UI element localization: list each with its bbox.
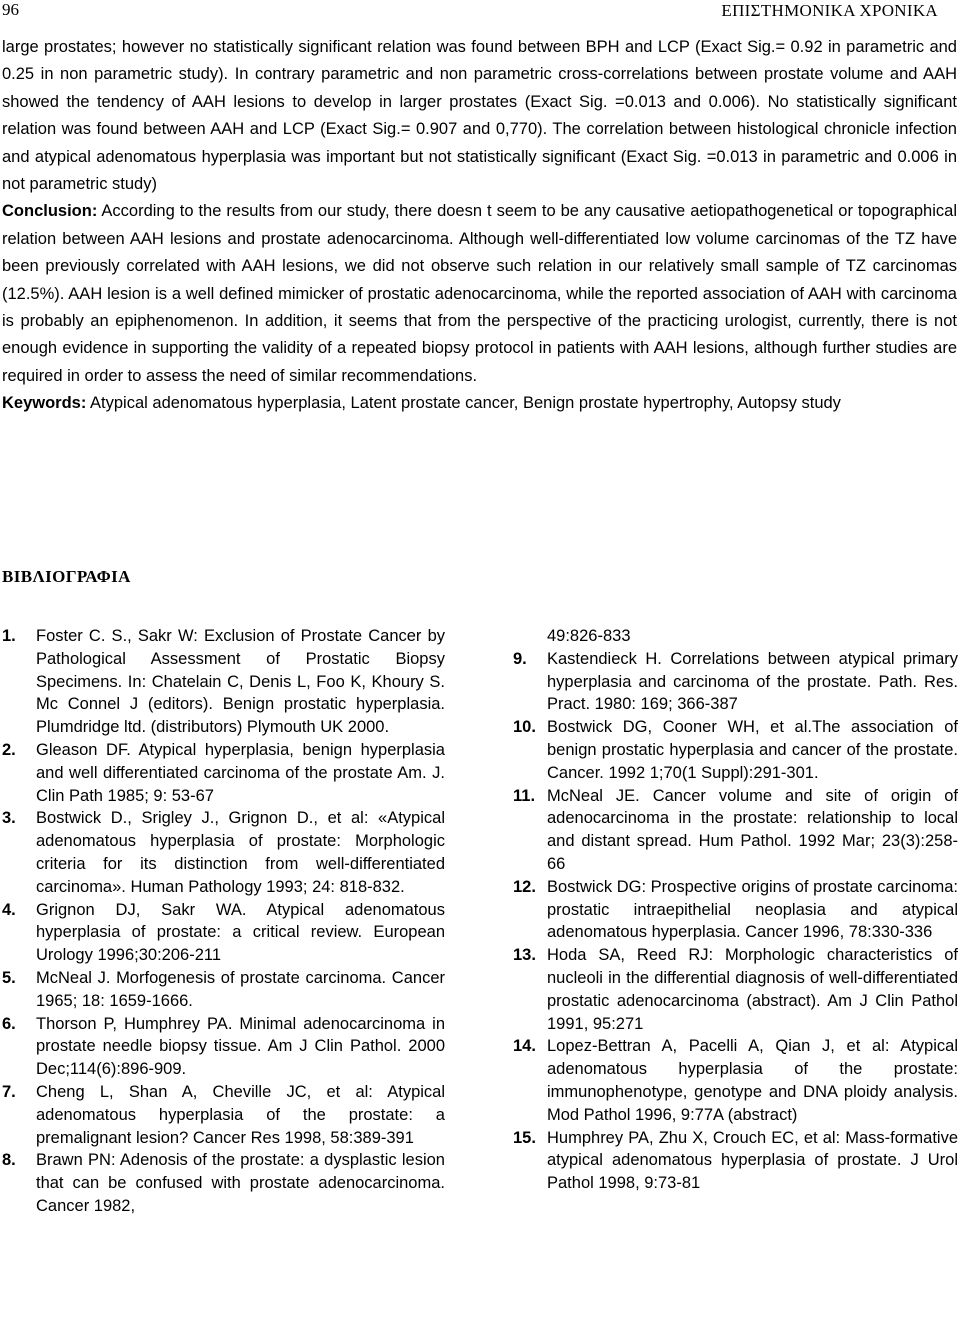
reference-number: 14.	[513, 1037, 536, 1056]
reference-item	[2, 625, 445, 739]
reference-item	[513, 1035, 958, 1126]
reference-text: Kastendieck H. Correlations between atypical primary hyperplasia and carcinoma of the prostate. Path. Res. Pract. 1980: 169; 366-387	[547, 649, 958, 714]
reference-item	[2, 1013, 445, 1081]
reference-number: 2.	[2, 740, 16, 759]
reference-text: Humphrey PA, Zhu X, Crouch EC, et al: Mass-formative atypical adenomatous hyperplasia of prostate. J Urol Pathol 1998, 9:73-81	[547, 1128, 958, 1193]
reference-text: Bostwick D., Srigley J., Grignon D., et al: «Atypical adenomatous hyperplasia of prostate: Morphologic criteria for its distinction from well-differentiated carcinoma». Human Pathology 1993; 24: 818-832.	[36, 809, 445, 896]
reference-text: Bostwick DG, Cooner WH, et al.The association of benign prostatic hyperplasia and cancer of the prostate. Cancer. 1992 1;70(1 Suppl):291-301.	[547, 718, 958, 782]
page-header	[0, 0, 960, 24]
reference-item	[2, 807, 445, 898]
reference-number: 4.	[2, 900, 16, 919]
reference-item	[2, 1149, 445, 1217]
reference-text: Thorson P, Humphrey PA. Minimal adenocarcinoma in prostate needle biopsy tissue. Am J Clin Pathol. 2000 Dec;114(6):896-909.	[36, 1014, 445, 1079]
references-right-column	[513, 625, 958, 1195]
reference-number: 7.	[2, 1082, 16, 1101]
reference-text: Gleason DF. Atypical hyperplasia, benign hyperplasia and well differentiated carcinoma of the prostate Am. J. Clin Path 1985; 9: 53-67	[36, 740, 445, 805]
conclusion-label: Conclusion:	[2, 202, 98, 221]
reference-item	[513, 648, 958, 716]
reference-item	[513, 876, 958, 944]
reference-number: 13.	[513, 946, 536, 965]
reference-text: Brawn PN: Adenosis of the prostate: a dysplastic lesion that can be confused with prostate adenocarcinoma. Cancer 1982,	[36, 1151, 445, 1215]
references-heading: ΒΙΒΛΙΟΓΡΑΦΙΑ	[2, 567, 131, 586]
reference-item	[2, 899, 445, 967]
reference-text: Foster C. S., Sakr W: Exclusion of Prostate Cancer by Pathological Assessment of Prostatic Biopsy Specimens. In: Chatelain C, Denis L, Foo K, Khoury S. Mc Connel J (editors). Benign prostatic hyperplasia. Plumdridge ltd. (distributors) Plymouth UK 2000.	[36, 627, 445, 737]
reference-item	[513, 944, 958, 1035]
reference-number: 8.	[2, 1151, 16, 1170]
references-left-column	[2, 625, 445, 1218]
reference-text: McNeal JE. Cancer volume and site of origin of adenocarcinoma in the prostate: relationship to local and distant spread. Hum Pathol. 1992 Mar; 23(3):258-66	[547, 786, 958, 873]
reference-item	[513, 716, 958, 784]
reference-text: 49:826-833	[547, 627, 631, 645]
reference-item	[2, 1081, 445, 1149]
conclusion-text: According to the results from our study, there doesn t seem to be any causative aetiopathogenetical or topographical relation between AAH lesions and prostate adenocarcinoma. Although well-differentiated low volume carcinomas of the TZ have been previously correlated with AAH lesions, we did not observe such relation in our relatively small sample of TZ carcinomas (12.5%). AAH lesion is a well defined mimicker of prostatic adenocarcinoma, while the reported association of AAH with carcinoma is probably an epiphenomenon. In addition, it seems that from the perspective of the practicing urologist, currently, there is not enough evidence in supporting the validity of a repeated biopsy protocol in patients with AAH lesions, although further studies are required in order to assess the need of similar recommendations.	[2, 202, 957, 385]
journal-title: ΕΠΙΣΤΗΜΟΝΙΚΑ ΧΡΟΝΙΚΑ	[721, 1, 938, 20]
reference-text: Lopez-Bettran A, Pacelli A, Qian J, et al: Atypical adenomatous hyperplasia of the prostate: immunophenotype, genotype and DNA ploidy analysis. Mod Pathol 1996, 9:77A (abstract)	[547, 1037, 958, 1124]
results-text: large prostates; however no statistically significant relation was found between BPH and LCP (Exact Sig.= 0.92 in parametric and 0.25 in non parametric study). In contrary parametric and non parametric cross-correlations between prostate volume and AAH showed the tendency of AAH lesions to develop in larger prostates (Exact Sig. =0.013 and 0.006). No statistically significant relation was found between AAH and LCP (Exact Sig.= 0.907 and 0,770). The correlation between histological chronicle infection and atypical adenomatous hyperplasia was important but not statistically significant (Exact Sig. =0.013 in parametric and 0.006 in not parametric study)	[2, 38, 957, 194]
keywords-paragraph	[2, 390, 957, 417]
reference-text: Hoda SA, Reed RJ: Morphologic characteristics of nucleoli in the differential diagnosis of well-differentiated prostatic adenocarcinoma (abstract). Am J Clin Pathol 1991, 95:271	[547, 946, 958, 1033]
keywords-text: Atypical adenomatous hyperplasia, Latent prostate cancer, Benign prostate hypertrophy, Autopsy study	[86, 394, 841, 413]
reference-number: 12.	[513, 877, 536, 896]
abstract-body	[2, 34, 957, 418]
keywords-label: Keywords:	[2, 394, 87, 413]
reference-number: 5.	[2, 968, 16, 987]
reference-item	[2, 739, 445, 807]
reference-number: 3.	[2, 809, 16, 828]
reference-item	[513, 1127, 958, 1195]
reference-text: Grignon DJ, Sakr WA. Atypical adenomatous hyperplasia of prostate: a critical review. European Urology 1996;30:206-211	[36, 900, 445, 965]
page-number: 96	[2, 0, 19, 19]
reference-item	[2, 967, 445, 1013]
results-paragraph	[2, 34, 957, 198]
conclusion-paragraph	[2, 198, 957, 390]
reference-number: 6.	[2, 1014, 16, 1033]
reference-number: 10.	[513, 718, 536, 737]
reference-text: McNeal J. Morfogenesis of prostate carcinoma. Cancer 1965; 18: 1659-1666.	[36, 968, 445, 1010]
reference-number: 9.	[513, 649, 527, 668]
reference-number: 1.	[2, 627, 16, 645]
reference-number: 15.	[513, 1128, 536, 1147]
reference-text: Bostwick DG: Prospective origins of prostate carcinoma: prostatic intraepithelial neoplasia and atypical adenomatous hyperplasia. Cancer 1996, 78:330-336	[547, 877, 958, 942]
reference-item	[513, 785, 958, 876]
reference-text: Cheng L, Shan A, Cheville JC, et al: Atypical adenomatous hyperplasia of the prostate: a premalignant lesion? Cancer Res 1998, 58:389-391	[36, 1082, 445, 1147]
reference-continuation	[513, 625, 958, 648]
reference-number: 11.	[513, 786, 536, 805]
